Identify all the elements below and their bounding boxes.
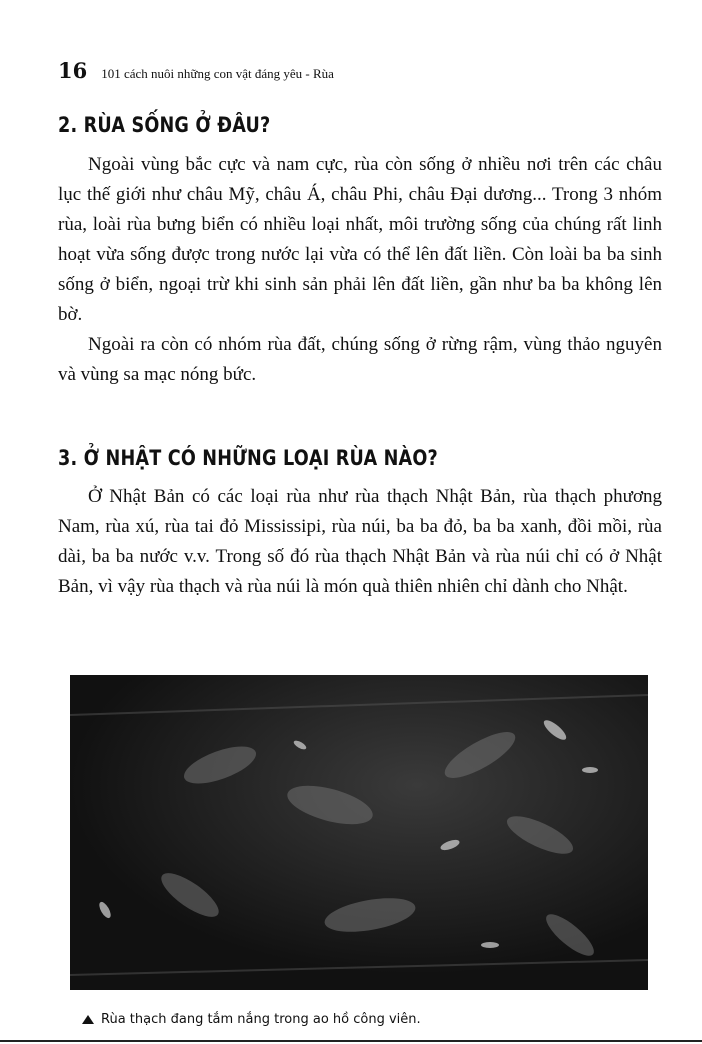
running-title: 101 cách nuôi những con vật đáng yêu - Rùa (101, 66, 334, 81)
section-3-paragraph-1: Ở Nhật Bản có các loại rùa như rùa thạch Nhật Bản, rùa thạch phương Nam, rùa xú, rùa tai đỏ Mississipi, rùa núi, ba ba đỏ, ba ba xanh, đồi mồi, rùa dài, ba ba nước v.v. Trong số đó rùa thạch Nhật Bản và rùa núi chỉ có ở Nhật Bản, vì vậy rùa thạch và rùa núi là món quà thiên nhiên chỉ dành cho Nhật. (58, 486, 662, 597)
page-number: 16 (58, 58, 88, 83)
triangle-up-icon (82, 1015, 94, 1024)
section-2-paragraph-2: Ngoài ra còn có nhóm rùa đất, chúng sống ở rừng rậm, vùng thảo nguyên và vùng sa mạc nóng bức. (58, 334, 662, 385)
running-head (58, 58, 334, 83)
section-3-heading: 3. Ở NHẬT CÓ NHỮNG LOẠI RÙA NÀO? (58, 446, 438, 470)
bottom-edge-rule (0, 1040, 702, 1042)
section-2-heading: 2. RÙA SỐNG Ở ĐÂU? (58, 113, 271, 137)
photo-caption (82, 1012, 421, 1027)
photo-caption-text: Rùa thạch đang tắm nắng trong ao hồ công viên. (101, 1012, 421, 1027)
section-2-paragraph-1: Ngoài vùng bắc cực và nam cực, rùa còn sống ở nhiều nơi trên các châu lục thế giới như châu Mỹ, châu Á, châu Phi, châu Đại dương... Trong 3 nhóm rùa, loài rùa bưng biển có nhiều loại nhất, môi trường sống của chúng rất linh hoạt vừa sống được trong nước lại vừa có thể lên đất liền. Còn loài ba ba sinh sống ở biển, ngoại trừ khi sinh sản phải lên đất liền, gần như ba ba không lên bờ. (58, 154, 662, 325)
turtle-photo (70, 675, 648, 990)
section-3-body (58, 482, 662, 602)
section-2-body (58, 150, 662, 390)
turtle-photo-image (70, 675, 648, 990)
